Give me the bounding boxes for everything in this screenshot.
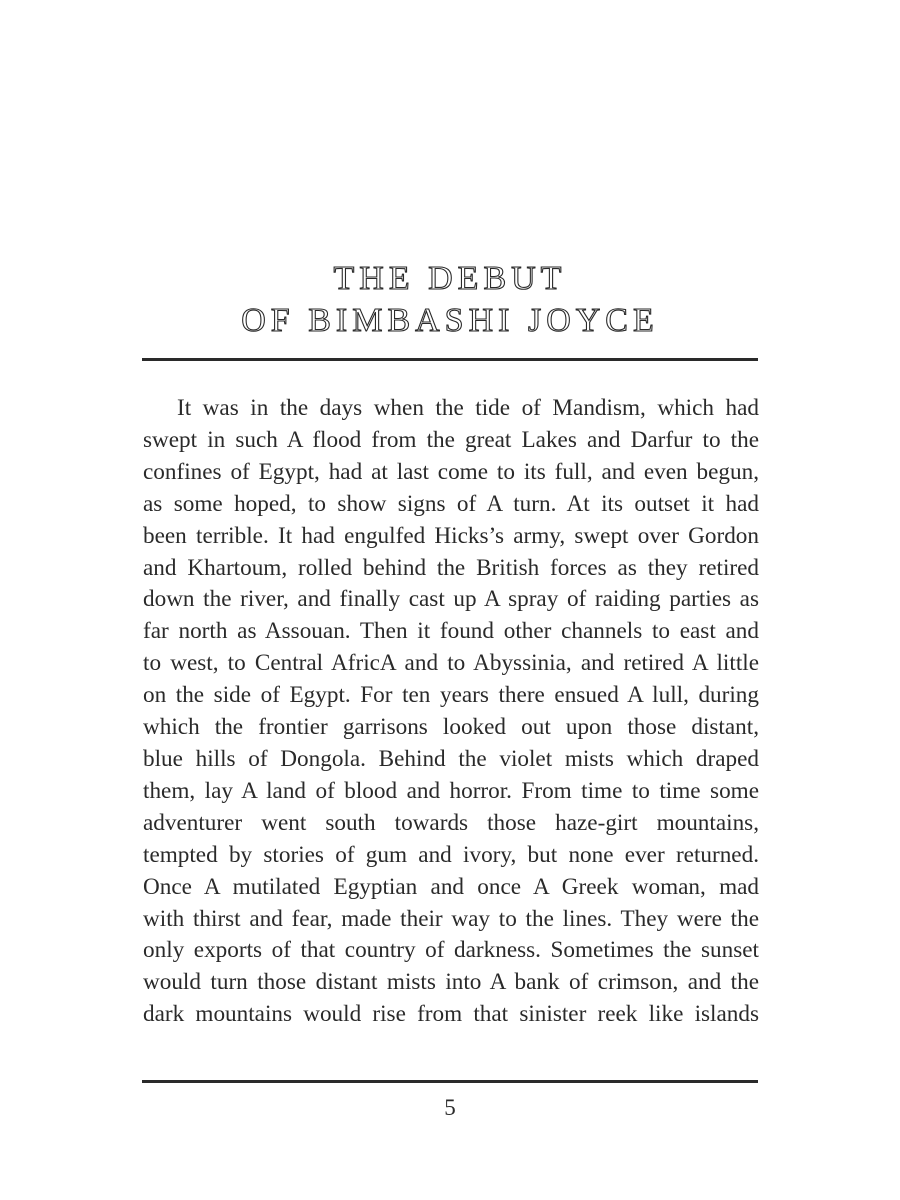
chapter-title [0,258,900,342]
body-line: on the side of Egypt. For ten years there ensued A lull, during [143,682,759,709]
body-line: swept in such A flood from the great Lakes and Darfur to the [143,426,759,453]
body-line: with thirst and fear, made their way to the lines. They were the [143,905,759,932]
body-line: tempted by stories of gum and ivory, but none ever returned. [143,841,759,868]
body-line: as some hoped, to show signs of A turn. At its outset it had [143,490,759,517]
chapter-title-line-1: THE DEBUT [333,260,567,297]
body-line: dark mountains would rise from that sinister reek like islands [143,1001,759,1028]
body-line: Once A mutilated Egyptian and once A Greek woman, mad [143,873,759,900]
body-line: which the frontier garrisons looked out upon those distant, [143,714,759,741]
body-line: adventurer went south towards those haze-girt mountains, [143,809,759,836]
chapter-title-line-2: OF BIMBASHI JOYCE [241,302,659,339]
footer-divider [142,1080,758,1083]
body-line: down the river, and finally cast up A spray of raiding parties as [143,586,759,613]
body-line: It was in the days when the tide of Mandism, which had [177,395,759,421]
body-line: only exports of that country of darkness. Sometimes the sunset [143,937,759,964]
body-line: to west, to Central AfricA and to Abyssinia, and retired A little [143,650,759,677]
page-number: 5 [444,1095,456,1120]
body-line: confines of Egypt, had at last come to its full, and even begun, [143,458,759,485]
body-line: blue hills of Dongola. Behind the violet mists which draped [143,745,759,772]
body-line: far north as Assouan. Then it found other channels to east and [143,618,759,645]
body-line: and Khartoum, rolled behind the British forces as they retired [143,554,759,581]
chapter-body [143,393,759,1031]
body-line: been terrible. It had engulfed Hicks’s army, swept over Gordon [143,522,759,549]
title-divider [142,358,758,361]
body-line: would turn those distant mists into A bank of crimson, and the [143,969,759,996]
body-line: them, lay A land of blood and horror. From time to time some [143,777,759,804]
